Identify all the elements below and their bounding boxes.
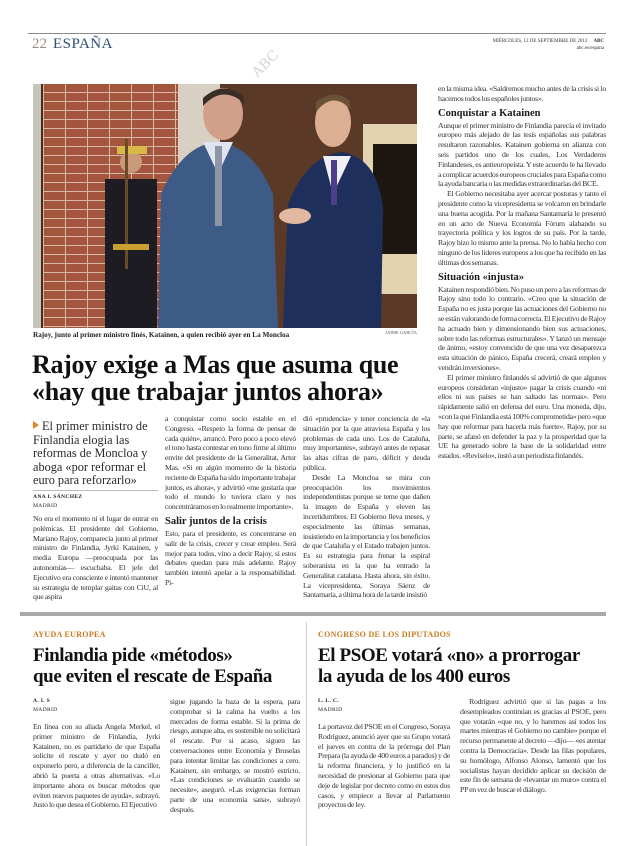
byline xyxy=(33,493,82,511)
city: MADRID xyxy=(33,707,58,713)
subhead: Conquistar a Katainen xyxy=(438,107,541,119)
main-column-1 xyxy=(33,514,158,602)
photo-credit: JAIME GARCÍA xyxy=(385,330,417,335)
paragraph: Desde La Moncloa se mira con preocupación los movimientos independentistas porque se teme que dañen la imagen de España y eleven las incertidumbres. El Gobierno lleva meses, y especialmente las últimas semanas, insistiendo en la importancia y los beneficios de que Cataluña y el Estado trabajen juntos. Es su estrategia para frenar la espiral soberanista en la que ha entrado la Generalitat catalana. Hasta ahora, sin éxito. La vicepresidenta, Soraya Sáenz de Santamaría, a última hora de la tarde insistió xyxy=(303,472,430,600)
kicker: AYUDA EUROPEA xyxy=(33,630,106,639)
article-column-1 xyxy=(33,722,160,810)
author: A. I. S xyxy=(33,698,51,704)
city: MADRID xyxy=(318,707,343,713)
page-number: 22 xyxy=(32,36,47,52)
paragraph: Esto, para el presidente, es concentrarse en salir de la crisis, crecer y crear empleo. Será mejor para todos, vino a decir Rajoy, si estos debates quedan para más adelante. Rajoy también intentó apelar a la responsabilidad. Pi- xyxy=(165,528,296,587)
paragraph: La portavoz del PSOE en el Congreso, Soraya Rodríguez, anunció ayer que su Grupo votará el jueves en contra de la prórroga del Plan Prepara (la ayuda de 400 euros a parados) y de la reforma financiera, y lo justificó en la necesidad de presionar al Gobierno para que deje de legislar por decreto como en estos dos casos, y empiece a llevar al Parlamento proyectos de ley. xyxy=(318,722,450,810)
paragraph: El primer ministro finlandés sí advirtió de que algunos europeos consideran «injusto» pagar la crisis cuando «ni ellos ni sus países se han saltado las normas». Pero rápidamente salió en defensa del euro. Una moneda, dijo, «con la que Finlandia está 100% comprometida» pero «que hay que reformar para hacerla más fuerte». Rajoy, por su parte, se afanó en defender la paz y la prosperidad que la UE ha generado sobre la base de la solidaridad entre estados. «Revíselo», instó a un periodista finlandés. xyxy=(438,372,606,461)
paragraph: Katainen respondió bien. No puso un pero a las reformas de Rajoy sino todo lo contrario. «Creo que la situación de España no es justa porque las actuaciones del Gobierno no se están valorando de forma correcta. El Ejecutivo de Rajoy ha actuado bien y dimensionando bien sus actuaciones, sobre todo las reformas estructurales». Y lanzó un mensaje de ánimo, «estoy convencido de que una vez desaparezca esta situación de pánico, España crecerá, creará empleo y vendrán inversiones». xyxy=(438,284,606,372)
column-divider xyxy=(306,622,307,846)
article-column-2 xyxy=(460,697,606,795)
city: MADRID xyxy=(33,503,58,509)
subhead: Situación «injusta» xyxy=(438,271,525,283)
web-address[interactable]: abc.es/espana xyxy=(576,46,604,51)
paragraph: sigue jugando la baza de la espera, para comprobar si la calma ha vuelto a los mercados de forma estable. Si la prima de riesgo, aunque alta, es sostenible no solicitará el rescate. Por si acaso, siguen las conversaciones entre Economía y Bruselas para intentar limitar las condiciones a cero. Katainen, sin embargo, se mostró estricto. «Las condiciones se evaluarán cuando se necesite», aseguró. «Las exigencias forman parte de una economía sana», subrayó después. xyxy=(170,697,300,814)
subhead: Salir juntos de la crisis xyxy=(165,515,267,527)
main-column-2 xyxy=(165,414,296,588)
photo-caption: Rajoy, junto al primer ministro finés, Katainen, a quien recibió ayer en La Moncloa xyxy=(33,331,290,339)
deck xyxy=(33,420,163,488)
paragraph: Rodríguez advirtió que si las pagas a los desempleados continúan es gracias al PSOE, pero que votarán «que no, y lo haremos así todos los martes mientras el Gobierno no cambie» porque el recurso permanente al decreto —dijo— «es atentar contra la Democracia». Desde las filas populares, su homólogo, Alfonso Alonso, lamentó que los socialistas hayan decidido aplicar su decisión de este fin de semana de «levantar un muro» contra el PP en vez de buscar el diálogo. xyxy=(460,697,606,795)
article-headline xyxy=(33,645,303,687)
main-column-3 xyxy=(303,414,430,600)
headline-line-1: El PSOE votará «no» a prorrogar xyxy=(318,645,580,666)
author: ANA I. SÁNCHEZ xyxy=(33,494,83,500)
headline-line-2: la ayuda de los 400 euros xyxy=(318,666,510,687)
kicker: CONGRESO DE LOS DIPUTADOS xyxy=(318,630,451,639)
section-title: ESPAÑA xyxy=(53,36,113,52)
section-divider xyxy=(20,612,606,616)
header-rule xyxy=(28,33,606,34)
headline-line-2: que eviten el rescate de España xyxy=(33,666,272,687)
author: L. L. C. xyxy=(318,698,339,704)
brand: ABC xyxy=(593,39,604,44)
news-photo xyxy=(33,84,417,328)
paragraph: dió «prudencia» y tener conciencia de «la situación por la que atraviesa España y los problemas de cada uno. Los de Cataluña, muy importantes», subrayó antes de repasar las altas cifras de paro, déficit y deuda pública. xyxy=(303,414,430,472)
dateline xyxy=(493,38,604,52)
main-column-4 xyxy=(438,84,606,461)
paragraph: a conquistar como socio estable en el Congreso. «Respeto la forma de pensar de cada quién», arrancó. Pero poco a poco elevó el tono hasta contestar en tono firme al último envite del presidente de la Generalitat, Artur Mas. «Si en algún momento de la historia reciente de España ha sido importante trabajar juntos, es ahora», y advirtió «me gustaría que todo el mundo lo tuviera claro y nos concentráramos en lo realmente importante». xyxy=(165,414,296,512)
article-headline xyxy=(318,645,606,687)
paragraph: en la misma idea. «Saldremos mucho antes de la crisis si lo hacemos todos los españoles juntos». xyxy=(438,84,606,103)
byline xyxy=(33,697,58,715)
main-headline xyxy=(32,351,432,405)
article-column-2 xyxy=(170,697,300,815)
deck-text: El primer ministro de Finlandia elogia las reformas de Moncloa y aboga «por reformar el euro para reforzarlo» xyxy=(33,419,148,487)
date: MIÉRCOLES, 12 DE SEPTIEMBRE DE 2012 xyxy=(492,39,588,44)
paragraph: En línea con su aliada Angela Merkel, el primer ministro de Finlandia, Jyrki Katainen, no es partidario de que España solicite el rescate y ayer no dudó en exponerlo pero, a diferencia de la canciller, abrió la puerta a otras alternativas. «Lo importante ahora es buscar métodos que eviten nuevos paquetes de ayuda», subrayó. Justo lo que desea el Gobierno. El Ejecutivo xyxy=(33,722,160,810)
photo-illustration xyxy=(33,84,417,328)
paragraph: Aunque el primer ministro de Finlandia parecía el invitado europeo más alejado de las tesis españolas sus palabras resultaron razonables. Katainen gobierna en alianza con seis partidos uno de los cuales, Los Verdaderos Finlandeses, es antieuropeísta. Y este acuerdo le ha llevado a complicar acuerdos europeos cruciales para España como la ayuda bancaria o las medidas extraordinarias del BCE. xyxy=(438,120,606,189)
headline-line-1: Rajoy exige a Mas que asuma que xyxy=(32,350,399,379)
paragraph: No era el momento ni el lugar de entrar en polémicas. El presidente del Gobierno, Mariano Rajoy, comparecía junto al primer ministro de Finlandia, Jyrki Katainen, y media Europa —preocupada por las autonomías— escuchaba. El jefe del Ejecutivo era consciente e intentó mantener su estrategia de templar gaitas con CiU, al que aspira xyxy=(33,514,158,602)
headline-line-2: «hay que trabajar juntos ahora» xyxy=(32,377,384,406)
byline xyxy=(318,697,343,715)
bullet-triangle-icon xyxy=(33,421,39,429)
byline-rule xyxy=(33,490,158,491)
headline-line-1: Finlandia pide «métodos» xyxy=(33,645,233,666)
paragraph: El Gobierno necesitaba ayer acercar posturas y tanto el presidente como la vicepresidenta se volcaron en brindarle una buena acogida. Por la mañana Santamaría le presentó en un acto de Nueva Economía Fórum alabando su trayectoria política y los logros de su país. Por la tarde, Rajoy hizo lo mismo ante la prensa. No lo había hecho con ninguno de los líderes europeos a los que ha recibido en las últimas dos semanas. xyxy=(438,189,606,267)
article-column-1 xyxy=(318,722,450,810)
watermark-logo: ABC xyxy=(248,47,283,81)
